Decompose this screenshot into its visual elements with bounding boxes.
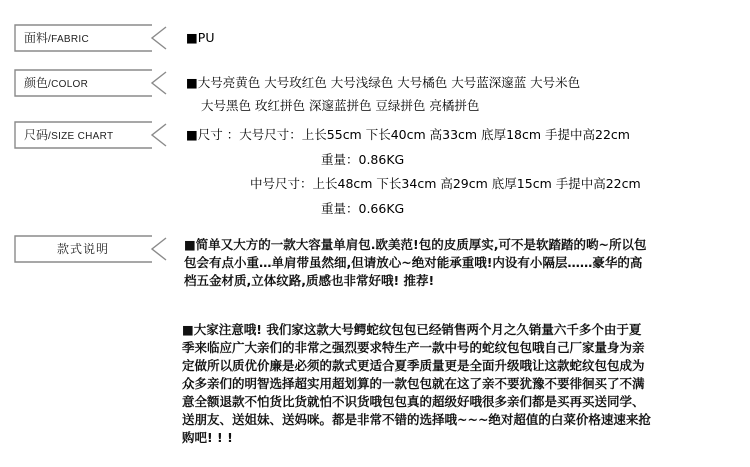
size-medium-dims: 中号尺寸：上长48cm 下长34cm 高29cm 底厚15cm 手提中高22cm <box>250 176 641 191</box>
notice-line-1: ■大家注意哦! 我们家这款大号鳄蛇纹包包已经销售两个月之久销量六千多个由于夏 <box>182 322 642 337</box>
fabric-label-cn: 面料 <box>24 31 49 45</box>
style-line-3: 档五金材质,立体纹路,质感也非常好哦! 推荐! <box>184 273 435 288</box>
notice-line-3: 定做所以质优价廉是必须的款式更适合夏季质量更是全面升级哦让这款蛇纹包包成为 <box>182 358 645 373</box>
fabric-label-en: /FABRIC <box>48 34 90 45</box>
size-label-cn: 尺码 <box>24 128 49 142</box>
size-large-weight: 重量：0.86KG <box>321 152 405 167</box>
notice-line-5: 意全额退款不怕货比货就怕不识货哦包包真的超级好哦很多亲们都是买再买送同学、 <box>182 394 645 409</box>
notice-line-4: 众多亲们的明智选择超实用超划算的一款包包就在这了亲不要犹豫不要徘徊买了不满 <box>182 376 645 391</box>
fabric-value: ■PU <box>186 30 215 45</box>
color-label-en: /COLOR <box>48 79 89 90</box>
style-label <box>14 235 167 263</box>
fabric-label <box>14 24 167 52</box>
style-description <box>184 236 646 290</box>
notice-paragraph <box>182 321 651 447</box>
color-label-cn: 颜色 <box>24 76 49 90</box>
notice-line-7: 购吧! ! ! <box>182 430 233 445</box>
notice-line-2: 季来临应广大亲们的非常之强烈要求特生产一款中号的蛇纹包包哦自己厂家量身为亲 <box>182 340 645 355</box>
style-label-text: 款式说明 <box>56 242 109 256</box>
size-medium-weight: 重量：0.66KG <box>321 201 405 216</box>
size-label-en: /SIZE CHART <box>48 131 114 142</box>
color-options-line-1: ■大号亮黄色 大号玫红色 大号浅绿色 大号橘色 大号蓝深邃蓝 大号米色 <box>186 75 581 90</box>
size-label <box>14 121 167 149</box>
color-options-line-2: 大号黑色 玫红拼色 深邃蓝拼色 豆绿拼色 亮橘拼色 <box>201 98 480 113</box>
style-line-1: ■简单又大方的一款大容量单肩包.欧美范!包的皮质厚实,可不是软踏踏的哟~所以包 <box>184 237 647 252</box>
size-large-dims: ■尺寸 ：大号尺寸：上长55cm 下长40cm 高33cm 底厚18cm 手提中高22cm <box>186 127 630 142</box>
style-line-2: 包会有点小重…单肩带虽然细,但请放心~绝对能承重哦!内设有小隔层……豪华的高 <box>184 255 643 270</box>
notice-line-6: 送朋友、送姐妹、送妈咪。都是非常不错的选择哦~~~绝对超值的白菜价格速速来抢 <box>182 412 651 427</box>
color-label <box>14 69 167 97</box>
